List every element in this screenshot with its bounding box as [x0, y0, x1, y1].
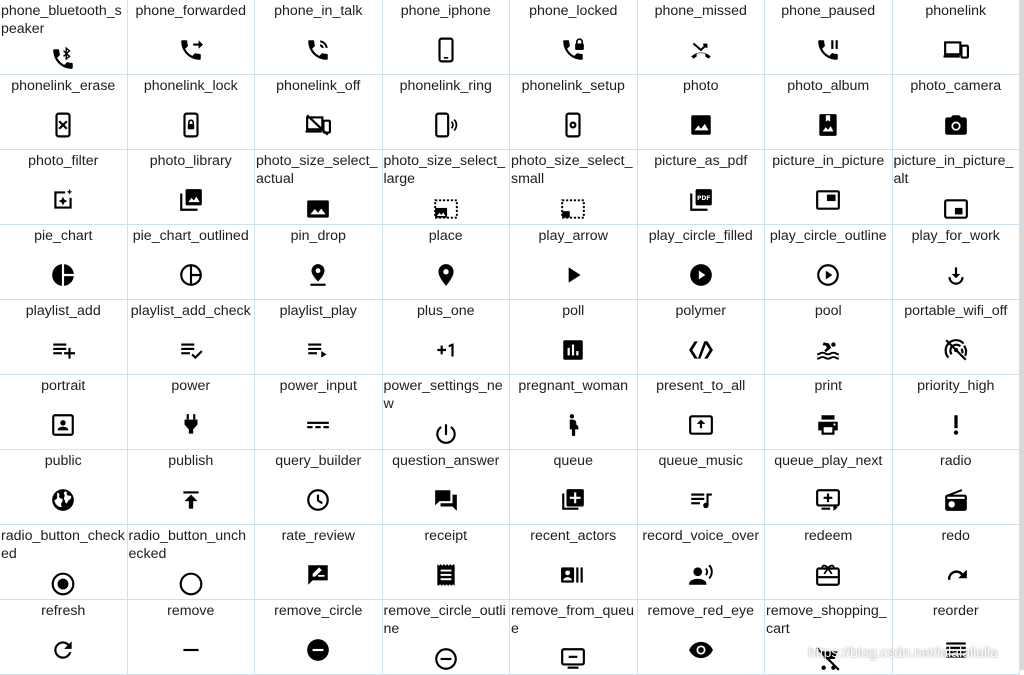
icon-label: pool [814, 303, 842, 319]
picture-as-pdf-icon [688, 187, 714, 213]
icon-label: power_settings_new [383, 378, 503, 412]
refresh-icon [50, 637, 76, 663]
plus-one-icon [433, 337, 459, 363]
icon-label: power [171, 378, 211, 394]
icon-label: phone_missed [654, 3, 747, 19]
icon-label: phonelink_off [276, 78, 361, 94]
icon-tile-question-answer[interactable] [383, 450, 511, 525]
icon-label: picture_in_picture [772, 153, 885, 169]
icon-tile-picture-as-pdf[interactable] [638, 150, 766, 225]
question-answer-icon [433, 487, 459, 513]
icon-tile-recent-actors[interactable] [510, 525, 638, 600]
icon-tile-queue[interactable] [510, 450, 638, 525]
icon-label: pregnant_woman [518, 378, 629, 394]
icon-label: remove_circle [274, 603, 363, 619]
icon-label: picture_as_pdf [654, 153, 748, 169]
icon-tile-queue-music[interactable] [638, 450, 766, 525]
icon-tile-redo[interactable] [893, 525, 1021, 600]
icon-label: photo_camera [910, 78, 1002, 94]
icon-tile-portrait[interactable] [0, 375, 128, 450]
icon-tile-playlist-add[interactable] [0, 300, 128, 375]
icon-tile-publish[interactable] [128, 450, 256, 525]
icon-tile-remove-circle[interactable] [255, 600, 383, 675]
phonelink-off-icon [305, 112, 331, 138]
icon-tile-rate-review[interactable] [255, 525, 383, 600]
phonelink-erase-icon [50, 112, 76, 138]
icon-label: query_builder [275, 453, 362, 469]
icon-label: plus_one [416, 303, 475, 319]
playlist-add-check-icon [178, 337, 204, 363]
icon-label: phonelink_setup [521, 78, 625, 94]
phone-forwarded-icon [178, 37, 204, 63]
icon-label: polymer [675, 303, 726, 319]
icon-tile-polymer[interactable] [638, 300, 766, 375]
photo-size-select-small-icon [560, 196, 586, 222]
icon-label: redo [941, 528, 970, 544]
radio-icon [943, 487, 969, 513]
icon-label: queue_music [658, 453, 743, 469]
icon-tile-phonelink-erase[interactable] [0, 75, 128, 150]
icon-tile-phonelink[interactable] [893, 0, 1021, 75]
icon-tile-remove-from-queue[interactable] [510, 600, 638, 675]
icon-label: print [814, 378, 843, 394]
polymer-icon [688, 337, 714, 363]
icon-tile-phone-locked[interactable] [510, 0, 638, 75]
icon-label: redeem [804, 528, 853, 544]
playlist-play-icon [305, 337, 331, 363]
icon-tile-play-circle-outline[interactable] [765, 225, 893, 300]
phonelink-ring-icon [433, 112, 459, 138]
icon-label: reorder [932, 603, 979, 619]
icon-label: rate_review [281, 528, 355, 544]
play-circle-outline-icon [815, 262, 841, 288]
icon-tile-power-input[interactable] [255, 375, 383, 450]
watermark-text: https://blog.csdn.net/lalalallalla [808, 644, 998, 660]
icon-label: photo [682, 78, 719, 94]
icon-tile-portable-wifi-off[interactable] [893, 300, 1021, 375]
icon-label: pin_drop [290, 228, 346, 244]
icon-tile-phonelink-off[interactable] [255, 75, 383, 150]
icon-label: photo_size_select_large [383, 153, 505, 187]
icon-label: remove_from_queue [511, 603, 635, 637]
icon-label: queue_play_next [774, 453, 883, 469]
icon-label: play_circle_filled [648, 228, 753, 244]
icon-label: photo_size_select_small [511, 153, 633, 187]
picture-in-picture-alt-icon [943, 196, 969, 222]
remove-from-queue-icon [560, 646, 586, 672]
icon-label: recent_actors [530, 528, 617, 544]
icon-tile-picture-in-picture[interactable] [765, 150, 893, 225]
redo-icon [943, 562, 969, 588]
icon-label: phone_locked [529, 3, 618, 19]
icon-label: portable_wifi_off [904, 303, 1008, 319]
photo-library-icon [178, 187, 204, 213]
place-icon [433, 262, 459, 288]
icon-label: question_answer [392, 453, 500, 469]
icon-label: playlist_add_check [130, 303, 251, 319]
icon-label: radio [939, 453, 972, 469]
photo-size-select-actual-icon [305, 196, 331, 222]
play-for-work-icon [943, 262, 969, 288]
icon-label: remove_shopping_cart [766, 603, 887, 637]
icon-tile-reorder[interactable] [893, 600, 1021, 675]
icon-tile-queue-play-next[interactable] [765, 450, 893, 525]
icon-label: queue [553, 453, 593, 469]
icon-tile-remove[interactable] [128, 600, 256, 675]
icon-tile-present-to-all[interactable] [638, 375, 766, 450]
icon-label: power_input [279, 378, 357, 394]
icon-tile-radio-button-checked[interactable] [0, 525, 128, 600]
phone-locked-icon [560, 37, 586, 63]
icon-label: phonelink [925, 3, 987, 19]
query-builder-icon [305, 487, 331, 513]
publish-icon [178, 487, 204, 513]
icon-tile-photo[interactable] [638, 75, 766, 150]
phone-in-talk-icon [305, 37, 331, 63]
icon-label: playlist_add [25, 303, 101, 319]
icon-label: poll [562, 303, 585, 319]
present-to-all-icon [688, 412, 714, 438]
icon-tile-playlist-add-check[interactable] [128, 300, 256, 375]
power-settings-new-icon [433, 421, 459, 447]
icon-label: phonelink_lock [143, 78, 238, 94]
icon-tile-refresh[interactable] [0, 600, 128, 675]
portable-wifi-off-icon [943, 337, 969, 363]
icon-tile-photo-size-select-large[interactable] [383, 150, 511, 225]
public-icon [50, 487, 76, 513]
remove-circle-outline-icon [433, 646, 459, 672]
icon-label: photo_filter [28, 153, 99, 169]
pie-chart-icon [50, 262, 76, 288]
icon-tile-phone-forwarded[interactable] [128, 0, 256, 75]
icon-tile-power-settings-new[interactable] [383, 375, 511, 450]
recent-actors-icon [560, 562, 586, 588]
poll-icon [560, 337, 586, 363]
power-input-icon [305, 412, 331, 438]
radio-button-unchecked-icon [178, 571, 204, 597]
icon-label: record_voice_over [642, 528, 760, 544]
rate-review-icon [305, 562, 331, 588]
icon-label: photo_album [787, 78, 870, 94]
icon-label: play_for_work [911, 228, 1000, 244]
icon-tile-power[interactable] [128, 375, 256, 450]
icon-label: photo_library [149, 153, 232, 169]
icon-label: phone_iphone [400, 3, 491, 19]
icon-label: phonelink_erase [11, 78, 116, 94]
icon-tile-play-circle-filled[interactable] [638, 225, 766, 300]
icon-label: playlist_play [279, 303, 357, 319]
record-voice-over-icon [688, 562, 714, 588]
pie-chart-outlined-icon [178, 262, 204, 288]
photo-album-icon [815, 112, 841, 138]
icon-label: phone_bluetooth_speaker [1, 3, 122, 37]
icon-label: phonelink_ring [399, 78, 492, 94]
remove-icon [178, 637, 204, 663]
icon-tile-phone-missed[interactable] [638, 0, 766, 75]
icon-tile-phonelink-lock[interactable] [128, 75, 256, 150]
icon-label: remove [167, 603, 215, 619]
svg-text:PDF: PDF [696, 195, 711, 202]
icon-label: picture_in_picture_alt [893, 153, 1014, 187]
phone-bluetooth-speaker-icon [50, 46, 76, 72]
photo-camera-icon [943, 112, 969, 138]
icon-label: phone_in_talk [274, 3, 363, 19]
play-circle-filled-icon [688, 262, 714, 288]
icon-tile-pregnant-woman[interactable] [510, 375, 638, 450]
icon-label: priority_high [917, 378, 995, 394]
icon-tile-play-for-work[interactable] [893, 225, 1021, 300]
icon-tile-remove-shopping-cart[interactable] [765, 600, 893, 675]
icon-label: radio_button_unchecked [128, 528, 247, 562]
redeem-icon [815, 562, 841, 588]
playlist-add-icon [50, 337, 76, 363]
icon-label: present_to_all [656, 378, 746, 394]
icon-tile-priority-high[interactable] [893, 375, 1021, 450]
icon-label: radio_button_checked [1, 528, 125, 562]
queue-play-next-icon [815, 487, 841, 513]
photo-icon [688, 112, 714, 138]
icon-label: photo_size_select_actual [256, 153, 378, 187]
icon-tile-remove-red-eye[interactable] [638, 600, 766, 675]
icon-label: receipt [424, 528, 468, 544]
icon-tile-photo-camera[interactable] [893, 75, 1021, 150]
icon-tile-radio-button-unchecked[interactable] [128, 525, 256, 600]
icon-label: publish [168, 453, 214, 469]
icon-tile-receipt[interactable] [383, 525, 511, 600]
pool-icon [815, 337, 841, 363]
pin-drop-icon [305, 262, 331, 288]
icon-tile-redeem[interactable] [765, 525, 893, 600]
icon-tile-photo-album[interactable] [765, 75, 893, 150]
queue-music-icon [688, 487, 714, 513]
icon-label: portrait [41, 378, 86, 394]
phonelink-lock-icon [178, 112, 204, 138]
icon-tile-query-builder[interactable] [255, 450, 383, 525]
icon-tile-photo-size-select-small[interactable] [510, 150, 638, 225]
icon-label: place [428, 228, 463, 244]
phonelink-setup-icon [560, 112, 586, 138]
icon-tile-pie-chart[interactable] [0, 225, 128, 300]
icon-tile-print[interactable] [765, 375, 893, 450]
icon-label: remove_red_eye [647, 603, 754, 619]
print-icon [815, 412, 841, 438]
icon-tile-play-arrow[interactable] [510, 225, 638, 300]
icon-tile-photo-library[interactable] [128, 150, 256, 225]
phone-missed-icon [688, 37, 714, 63]
icon-label: refresh [41, 603, 86, 619]
icon-tile-record-voice-over[interactable] [638, 525, 766, 600]
receipt-icon [433, 562, 459, 588]
radio-button-checked-icon [50, 571, 76, 597]
phone-iphone-icon [433, 37, 459, 63]
icon-tile-pin-drop[interactable] [255, 225, 383, 300]
icon-tile-phone-in-talk[interactable] [255, 0, 383, 75]
play-arrow-icon [560, 262, 586, 288]
icon-label: phone_forwarded [135, 3, 246, 19]
icon-tile-pie-chart-outlined[interactable] [128, 225, 256, 300]
photo-size-select-large-icon [433, 196, 459, 222]
icon-label: pie_chart [34, 228, 93, 244]
icon-tile-radio[interactable] [893, 450, 1021, 525]
remove-circle-icon [305, 637, 331, 663]
icon-tile-picture-in-picture-alt[interactable] [893, 150, 1021, 225]
icon-label: public [44, 453, 82, 469]
icon-tile-phone-paused[interactable] [765, 0, 893, 75]
icon-tile-plus-one[interactable] [383, 300, 511, 375]
priority-high-icon [943, 412, 969, 438]
icon-label: phone_paused [781, 3, 876, 19]
icon-tile-poll[interactable] [510, 300, 638, 375]
scrollbar-track[interactable] [1020, 0, 1024, 670]
icon-tile-phone-bluetooth-speaker[interactable] [0, 0, 128, 75]
pregnant-woman-icon [560, 412, 586, 438]
icon-tile-photo-size-select-actual[interactable] [255, 150, 383, 225]
queue-icon [560, 487, 586, 513]
icon-tile-remove-circle-outline[interactable] [383, 600, 511, 675]
icon-tile-playlist-play[interactable] [255, 300, 383, 375]
icon-tile-phonelink-ring[interactable] [383, 75, 511, 150]
icon-label: pie_chart_outlined [132, 228, 249, 244]
icon-label: remove_circle_outline [383, 603, 506, 637]
icon-label: play_circle_outline [769, 228, 887, 244]
icon-tile-photo-filter[interactable] [0, 150, 128, 225]
photo-filter-icon [50, 187, 76, 213]
picture-in-picture-icon [815, 187, 841, 213]
icon-label: play_arrow [538, 228, 608, 244]
icon-tile-place[interactable] [383, 225, 511, 300]
portrait-icon [50, 412, 76, 438]
icon-tile-pool[interactable] [765, 300, 893, 375]
icon-tile-public[interactable] [0, 450, 128, 525]
phonelink-icon [943, 37, 969, 63]
remove-red-eye-icon [688, 637, 714, 663]
icon-tile-phone-iphone[interactable] [383, 0, 511, 75]
icon-tile-phonelink-setup[interactable] [510, 75, 638, 150]
phone-paused-icon [815, 37, 841, 63]
power-icon [178, 412, 204, 438]
